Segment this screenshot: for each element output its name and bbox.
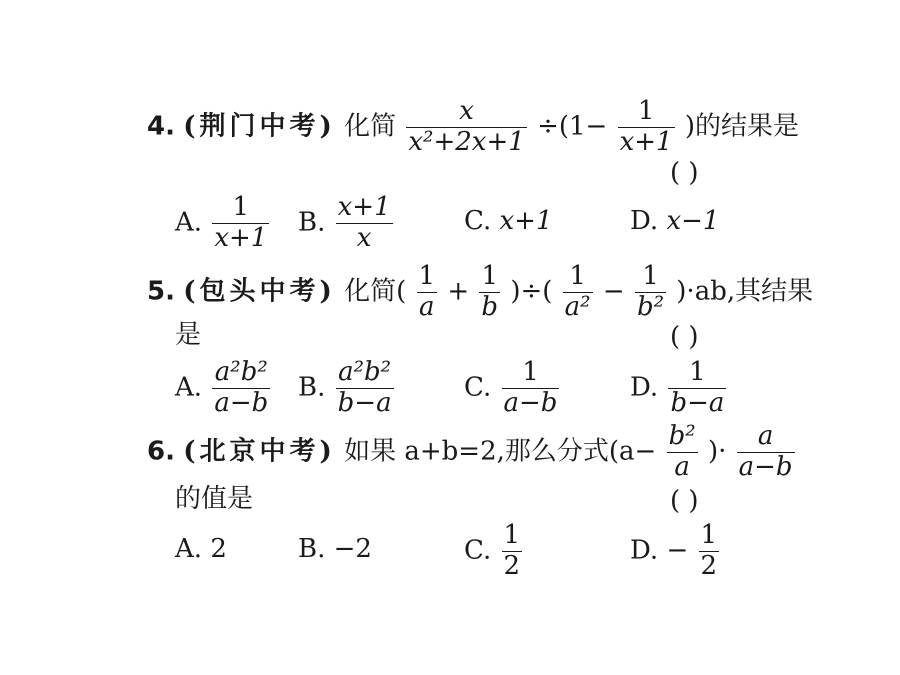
frac-num: a²b² (212, 358, 270, 389)
q6-stem-pre: 如果 a+b=2,那么分式(a− (344, 436, 657, 467)
q4-stem-post: )的结果是 (684, 111, 800, 142)
frac-num: 1 (479, 262, 500, 293)
option-letter: A. (175, 534, 203, 564)
q5-option-d (630, 358, 728, 419)
frac-num: 1 (635, 262, 666, 293)
frac-den: x (356, 222, 372, 253)
option-fraction (336, 193, 393, 254)
q5-line2: 是 (175, 320, 202, 350)
q4-option-c (464, 208, 553, 234)
frac-den: b² (636, 291, 665, 322)
option-letter: A. (175, 207, 203, 238)
q5-option-b (298, 358, 396, 419)
q4-answer-paren[interactable]: ( ) (670, 158, 699, 188)
q4-option-a (175, 193, 271, 254)
option-letter: D. (630, 372, 659, 403)
q4-stem-pre: 化简 (344, 111, 397, 142)
q5-plus: + (447, 276, 470, 307)
q6-number: 6. (147, 436, 175, 467)
frac-den: 2 (700, 550, 718, 581)
option-letter: B. (298, 534, 326, 564)
frac-den: x+1 (214, 222, 268, 253)
frac-den: 2 (503, 550, 521, 581)
frac-num: x+1 (337, 192, 391, 222)
option-letter: B. (298, 372, 326, 403)
frac-num: b² (668, 421, 696, 451)
q6-option-a (175, 536, 227, 562)
q5-answer-paren[interactable]: ( ) (670, 322, 699, 352)
q4-source: (荆门中考) (183, 111, 336, 142)
option-text: 2 (210, 534, 227, 564)
frac-num: a (737, 422, 795, 453)
frac-den: b (481, 291, 499, 322)
q4-frac2-den: x+1 (619, 126, 673, 157)
q5-stem (147, 262, 813, 323)
q4-frac1-num: x (406, 97, 526, 128)
frac-num: 1 (503, 520, 521, 550)
q6-source: (北京中考) (183, 436, 336, 467)
q5-number: 5. (147, 276, 175, 307)
option-fraction (212, 193, 269, 254)
option-fraction (699, 521, 720, 582)
q5-fraction-2 (479, 262, 500, 323)
option-text: x+1 (499, 206, 553, 236)
q6-line2: 的值是 (175, 484, 254, 514)
option-sign: − (666, 535, 689, 566)
q6-option-d (630, 521, 721, 582)
q4-fraction-2 (618, 97, 675, 158)
frac-den: a−b (738, 451, 793, 482)
option-text: x−1 (666, 206, 720, 236)
q4-frac2-num: 1 (618, 97, 675, 128)
q4-option-d (630, 208, 719, 234)
option-text: −2 (333, 534, 372, 564)
frac-den: a−b (503, 387, 558, 418)
frac-num: 1 (418, 261, 436, 291)
q5-minus: − (602, 276, 625, 307)
option-fraction (502, 521, 523, 582)
q4-fraction-1 (406, 97, 526, 158)
frac-den: a² (564, 291, 591, 322)
q6-stem (147, 422, 797, 483)
q5-option-a (175, 358, 272, 419)
option-fraction (502, 358, 560, 419)
option-letter: A. (175, 372, 203, 403)
frac-num: 1 (502, 358, 560, 389)
q6-answer-paren[interactable]: ( ) (670, 486, 699, 516)
q5-fraction-3 (563, 262, 593, 323)
frac-den: a−b (214, 387, 269, 418)
q6-option-b (298, 536, 372, 562)
q6-option-c (464, 521, 524, 582)
frac-num: 1 (563, 262, 593, 293)
frac-den: a (419, 291, 435, 322)
option-fraction (212, 358, 270, 419)
q5-source: (包头中考) (183, 276, 336, 307)
option-letter: D. (630, 206, 659, 236)
option-fraction (336, 358, 394, 419)
q5-fraction-1 (417, 262, 438, 323)
q6-mid: )· (707, 436, 727, 467)
q5-option-c (464, 358, 561, 419)
option-letter: C. (464, 206, 492, 236)
q5-fraction-4 (635, 262, 666, 323)
q5-div: )÷( (510, 276, 553, 307)
option-letter: D. (630, 535, 659, 566)
q5-stem-post: )·ab,其结果 (676, 276, 814, 307)
option-letter: C. (464, 535, 492, 566)
frac-num: a²b² (336, 358, 394, 389)
q4-stem (147, 97, 799, 158)
q4-number: 4. (147, 111, 175, 142)
q6-fraction-2 (737, 422, 795, 483)
frac-num: 1 (668, 358, 726, 389)
frac-den: b−a (670, 387, 725, 418)
q4-op: ÷(1− (537, 111, 608, 142)
frac-den: b−a (337, 387, 392, 418)
q5-stem-pre: 化简( (344, 276, 407, 307)
frac-num: 1 (212, 193, 269, 224)
q4-frac1-den: x²+2x+1 (408, 126, 525, 157)
q6-fraction-1 (667, 422, 698, 483)
frac-den: a (674, 451, 690, 482)
option-fraction (668, 358, 726, 419)
frac-num: 1 (700, 520, 718, 550)
option-letter: B. (298, 207, 326, 238)
option-letter: C. (464, 372, 492, 403)
q4-option-b (298, 193, 395, 254)
